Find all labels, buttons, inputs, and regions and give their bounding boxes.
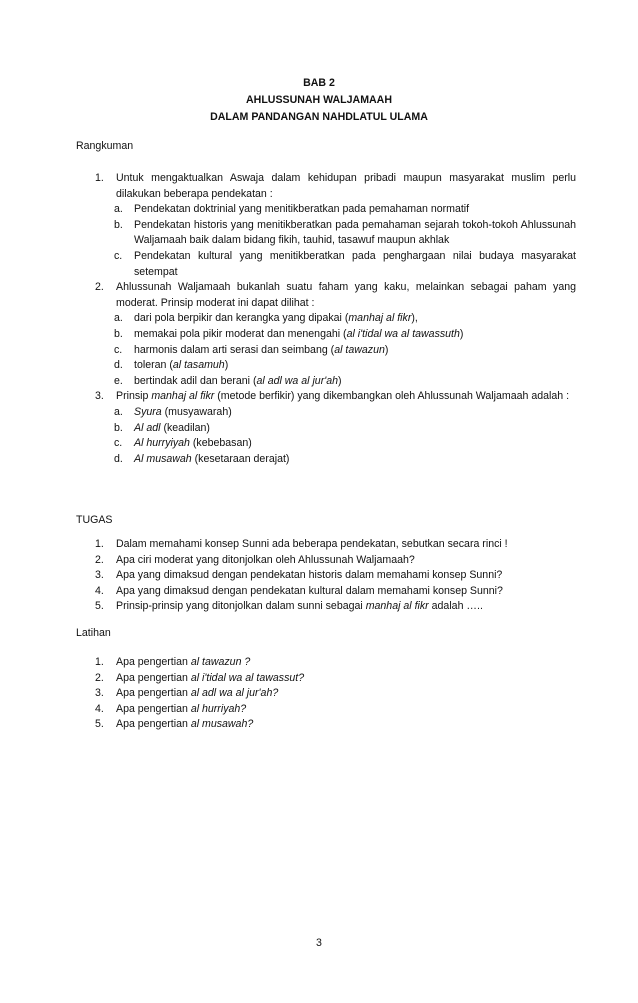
chapter-title: AHLUSSUNAH WALJAMAAH (246, 94, 392, 106)
list-item: 4. Apa pengertian al hurriyah? (95, 702, 247, 715)
chapter-subtitle: DALAM PANDANGAN NAHDLATUL ULAMA (210, 111, 428, 123)
page-number: 3 (316, 937, 322, 949)
tugas-list (76, 537, 576, 615)
list-item: a. Pendekatan doktrinial yang menitikberatkan pada pemahaman normatif (114, 203, 470, 216)
list-item: c. Al hurryiyah (kebebasan) (114, 437, 252, 450)
list-item: 3. Prinsip manhaj al fikr (metode berfikir) yang dikembangkan oleh Ahlussunah Waljamaah adalah : (95, 390, 570, 403)
list-item: d. Al musawah (kesetaraan derajat) (114, 452, 290, 465)
latihan-heading: Latihan (76, 627, 111, 639)
list-item: 1. Dalam memahami konsep Sunni ada beberapa pendekatan, sebutkan secara rinci ! (95, 538, 508, 550)
list-item: b. memakai pola pikir moderat dan menengahi (al i'tidal wa al tawassuth) (114, 327, 464, 340)
rangkuman-list (76, 171, 576, 467)
list-item: 2. Ahlussunah Waljamaah bukanlah suatu faham yang kaku, melainkan sebagai paham yang moderat. Prinsip moderat ini dapat dilihat : (95, 281, 576, 309)
list-item: a. Syura (musyawarah) (114, 405, 232, 418)
list-item: b. Pendekatan historis yang menitikberatkan pada pemahaman sejarah tokoh-tokoh Ahlussunah Waljamaah baik dalam bidang fikih, tauhid, tasawuf maupun akhlak (114, 218, 576, 247)
list-item: e. bertindak adil dan berani (al adl wa al jur'ah) (114, 374, 342, 387)
list-item: 5. Prinsip-prinsip yang ditonjolkan dalam sunni sebagai manhaj al fikr adalah ….. (95, 600, 483, 613)
chapter-label: BAB 2 (303, 77, 335, 89)
list-item: 5. Apa pengertian al musawah? (95, 718, 254, 731)
list-item: d. toleran (al tasamuh) (114, 359, 229, 372)
list-item: 1. Apa pengertian al tawazun ? (95, 656, 251, 668)
latihan-list (76, 655, 576, 733)
rangkuman-heading: Rangkuman (76, 140, 134, 152)
list-item: 1. Untuk mengaktualkan Aswaja dalam kehidupan pribadi maupun masyarakat muslim perlu dilakukan beberapa pendekatan : (95, 172, 576, 200)
list-item: a. dari pola berpikir dan kerangka yang dipakai (manhaj al fikr), (114, 312, 418, 325)
list-item: 3. Apa pengertian al adl wa al jur'ah? (95, 687, 279, 700)
list-item: c. Pendekatan kultural yang menitikberatkan pada penghargaan nilai budaya masyarakat setempat (114, 249, 576, 278)
list-item: 2. Apa ciri moderat yang ditonjolkan oleh Ahlussunah Waljamaah? (95, 553, 415, 566)
list-item: c. harmonis dalam arti serasi dan seimbang (al tawazun) (114, 343, 389, 356)
list-item: 2. Apa pengertian al i'tidal wa al tawassut? (95, 671, 305, 684)
list-item: 4. Apa yang dimaksud dengan pendekatan kultural dalam memahami konsep Sunni? (95, 584, 503, 597)
list-item: b. Al adl (keadilan) (114, 421, 210, 434)
list-item: 3. Apa yang dimaksud dengan pendekatan historis dalam memahami konsep Sunni? (95, 569, 503, 582)
tugas-heading: TUGAS (76, 514, 113, 526)
